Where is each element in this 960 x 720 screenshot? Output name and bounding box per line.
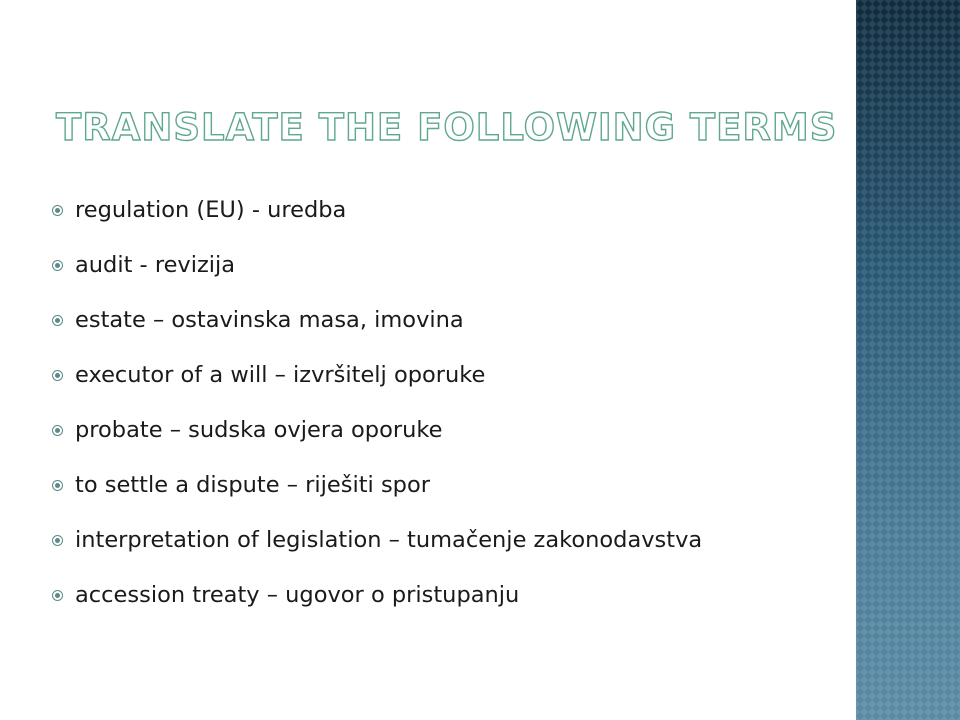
term-text: estate – ostavinska masa, imovina: [75, 307, 464, 333]
bullet-icon: [52, 370, 63, 381]
term-text: probate – sudska ovjera oporuke: [75, 417, 443, 443]
term-text: to settle a dispute – riješiti spor: [75, 472, 430, 498]
bullet-icon: [52, 425, 63, 436]
bullet-icon: [52, 535, 63, 546]
bullet-icon: [52, 205, 63, 216]
bullet-icon: [52, 260, 63, 271]
list-item: [48, 581, 838, 609]
term-text: accession treaty – ugovor o pristupanju: [75, 582, 520, 608]
list-item: [48, 196, 838, 224]
term-text: audit - revizija: [75, 252, 236, 278]
list-item: [48, 251, 838, 279]
list-item: [48, 306, 838, 334]
bullet-icon: [52, 480, 63, 491]
bullet-icon: [52, 590, 63, 601]
list-item: [48, 526, 838, 554]
list-item: [48, 416, 838, 444]
term-list: [48, 196, 838, 636]
term-text: executor of a will – izvršitelj oporuke: [75, 362, 486, 388]
term-text: regulation (EU) - uredba: [75, 197, 347, 223]
term-text: interpretation of legislation – tumačenje zakonodavstva: [75, 527, 703, 553]
list-item: [48, 361, 838, 389]
decorative-side-panel: [856, 0, 960, 720]
bullet-icon: [52, 315, 63, 326]
list-item: [48, 471, 838, 499]
slide-title: TRANSLATE THE FOLLOWING TERMS: [56, 106, 838, 149]
